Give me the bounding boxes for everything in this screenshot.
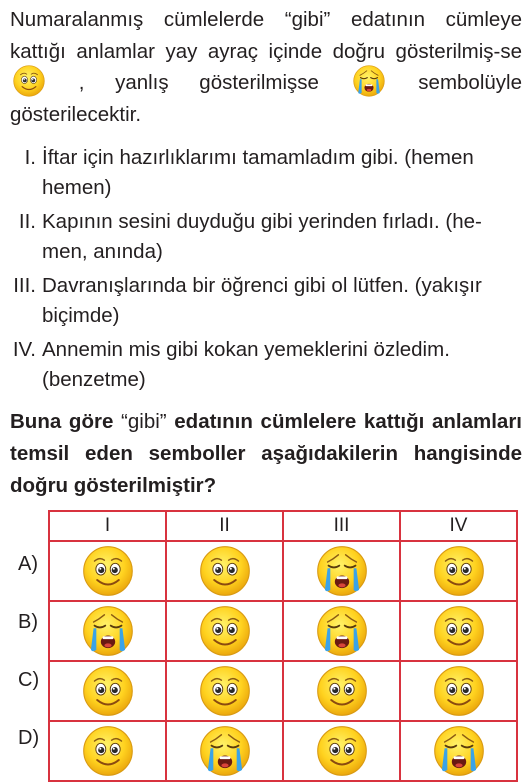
table-cell bbox=[283, 601, 400, 661]
crying-emoji-icon bbox=[432, 724, 486, 778]
option-label-b[interactable]: B) bbox=[18, 611, 38, 633]
answer-options-table bbox=[48, 510, 518, 782]
crying-emoji-icon bbox=[352, 64, 386, 98]
item-text-line1: Davranışlarında bir öğrenci gibi ol lütfen. (yakışır bbox=[42, 274, 482, 297]
smiling-emoji-icon bbox=[81, 664, 135, 718]
table-cell bbox=[400, 721, 517, 781]
option-row-d[interactable] bbox=[49, 721, 517, 781]
smiling-emoji-icon bbox=[432, 604, 486, 658]
smiling-emoji-icon bbox=[81, 544, 135, 598]
item-number: I. bbox=[24, 146, 36, 169]
question-part: Buna göre bbox=[10, 410, 122, 433]
smiling-emoji-icon bbox=[198, 544, 252, 598]
smiling-emoji-icon bbox=[432, 664, 486, 718]
smiling-emoji-icon bbox=[198, 604, 252, 658]
question-quoted-word: “gibi” bbox=[121, 410, 167, 433]
instruction-text-part3: sembolüyle gösterilecektir. bbox=[10, 71, 522, 126]
table-cell bbox=[283, 721, 400, 781]
option-label-a[interactable]: A) bbox=[18, 553, 38, 575]
item-text-line1: Annemin mis gibi kokan yemeklerini özledim. bbox=[42, 338, 450, 361]
item-text-line2: hemen) bbox=[42, 176, 112, 199]
table-cell bbox=[166, 541, 283, 601]
smiling-emoji-icon bbox=[315, 724, 369, 778]
smiling-emoji-icon bbox=[198, 664, 252, 718]
table-cell bbox=[166, 601, 283, 661]
crying-emoji-icon bbox=[81, 604, 135, 658]
option-row-a[interactable] bbox=[49, 541, 517, 601]
table-cell bbox=[166, 721, 283, 781]
table-cell bbox=[400, 541, 517, 601]
item-number: III. bbox=[13, 274, 36, 297]
table-header-row bbox=[49, 511, 517, 541]
column-header: IV bbox=[400, 511, 517, 541]
table-cell bbox=[400, 601, 517, 661]
table-cell bbox=[283, 541, 400, 601]
column-header: III bbox=[283, 511, 400, 541]
question-text bbox=[10, 406, 522, 502]
table-cell bbox=[283, 661, 400, 721]
table-cell bbox=[166, 661, 283, 721]
item-text-line2: biçimde) bbox=[42, 304, 120, 327]
instruction-paragraph bbox=[10, 4, 522, 130]
crying-emoji-icon bbox=[315, 544, 369, 598]
question-part: edatının cümlelere kattığı anlamları temsil eden semboller aşağıdakilerin hangisinde doğru gösterilmiştir? bbox=[10, 410, 522, 497]
table-cell bbox=[49, 721, 166, 781]
option-label-d[interactable]: D) bbox=[18, 727, 40, 749]
instruction-text-part2: , yanlış gösterilmişse bbox=[78, 71, 319, 94]
column-header: I bbox=[49, 511, 166, 541]
item-number: II. bbox=[18, 210, 36, 233]
smiling-emoji-icon bbox=[315, 664, 369, 718]
item-text-line1: İftar için hazırlıklarımı tamamladım gibi. (hemen bbox=[42, 146, 474, 169]
option-row-b[interactable] bbox=[49, 601, 517, 661]
option-label-c[interactable]: C) bbox=[18, 669, 40, 691]
smiling-emoji-icon bbox=[432, 544, 486, 598]
item-text-line2: men, anında) bbox=[42, 240, 163, 263]
smiling-emoji-icon bbox=[81, 724, 135, 778]
column-header: II bbox=[166, 511, 283, 541]
smiling-emoji-icon bbox=[12, 64, 46, 98]
item-text-line2: (benzetme) bbox=[42, 368, 146, 391]
crying-emoji-icon bbox=[315, 604, 369, 658]
instruction-text-part1: Numaralanmış cümlelerde “gibi” edatının cümleye kattığı anlamlar yay ayraç içinde doğru gösterilmiş-se bbox=[10, 8, 522, 63]
item-number: IV. bbox=[12, 338, 36, 361]
option-row-c[interactable] bbox=[49, 661, 517, 721]
table-cell bbox=[49, 541, 166, 601]
item-text-line1: Kapının sesini duyduğu gibi yerinden fırladı. (he- bbox=[42, 210, 482, 233]
table-cell bbox=[49, 601, 166, 661]
crying-emoji-icon bbox=[198, 724, 252, 778]
table-cell bbox=[400, 661, 517, 721]
table-cell bbox=[49, 661, 166, 721]
